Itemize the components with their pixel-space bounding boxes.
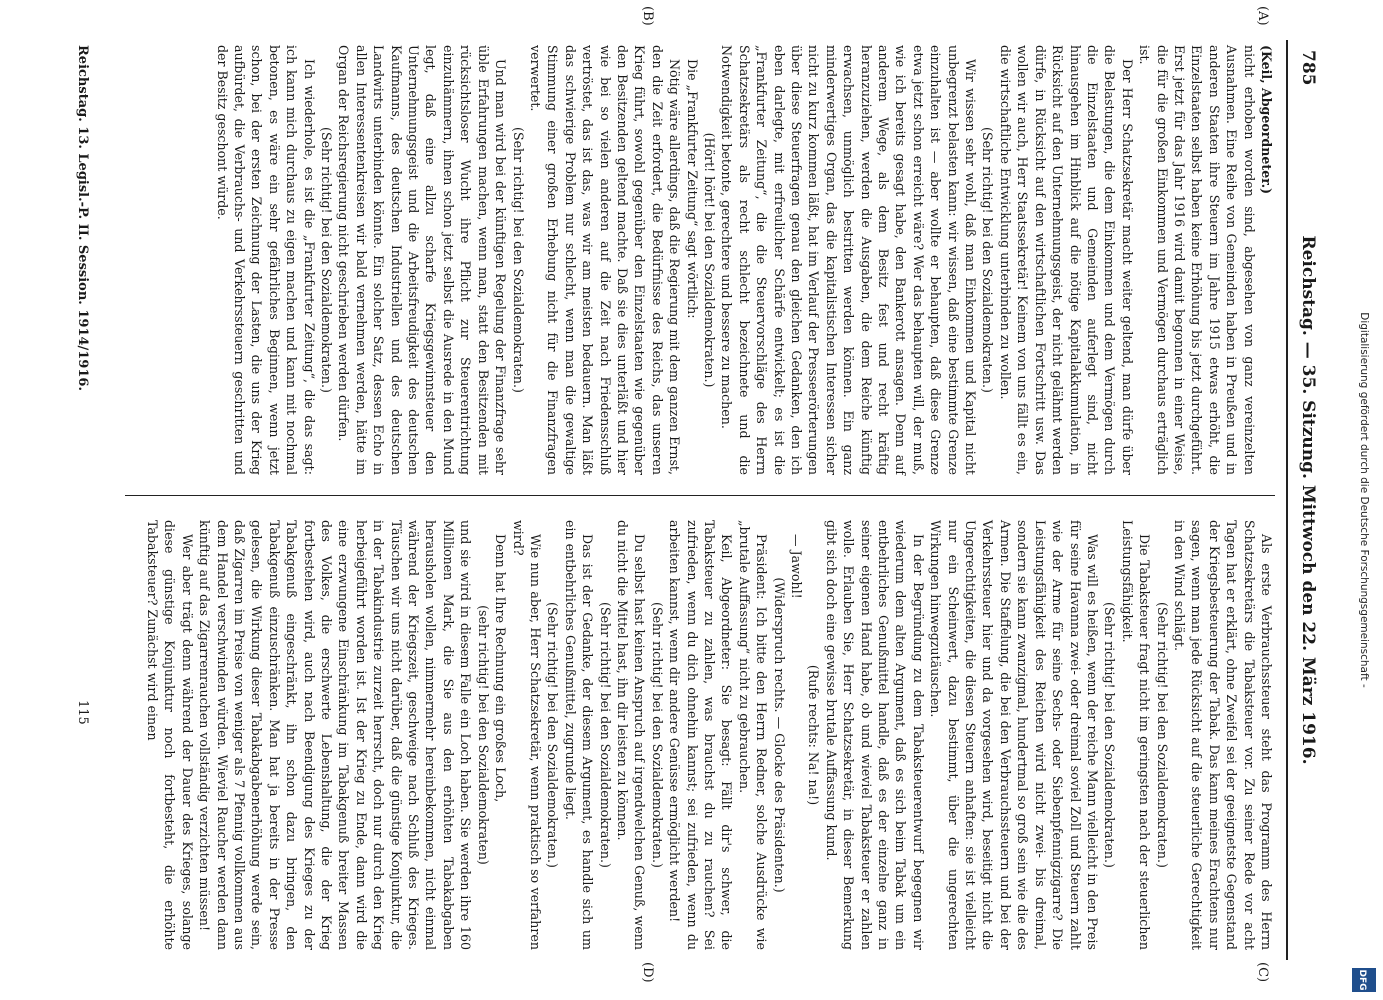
paragraph: — Jawohl! bbox=[789, 534, 805, 599]
right-text-column bbox=[144, 520, 1275, 950]
dfg-logo-text: DFG bbox=[1357, 969, 1367, 991]
paragraph: Die Tabaksteuer fragt nicht im geringsten nach der steuerlichen Leistungsfähigkeit. bbox=[1119, 520, 1153, 950]
speaker-paragraph: Keil, Abgeordneter: Sie besagt: Fällt dir's schwer, die Tabaksteuer zu zahlen, was brauchst du zu rauchen? Sei zufrieden, wenn du dich ohnehin kannst; sei zufrieden, wenn du arbeiten kannst, wenn dir andere Genüsse ermöglicht werden! bbox=[667, 520, 735, 950]
margin-marker-d: (D) bbox=[640, 962, 655, 983]
margin-marker-a: (A) bbox=[1255, 6, 1270, 26]
paragraph: Und man wird bei der künftigen Regelung der Finanzfrage sehr üble Erfahrungen machen, wenn man, statt den Besitzenden mit rücksichtsloser Wucht ihre Pflicht zur Steuerentrichtung einzuhämmern, ihnen schon jetzt selbst die Ausrede in den Mund legt, daß eine allzu scharfe Kriegsgewinnsteuer den Unternehmungsgeist und die Arbeitsfreudigkeit des deutschen Kaufmanns, des deutschen Industriellen und des deutschen Landwirts unterbinden könnte. Ein solcher Satz, dessen Echo in allen Interessentenkreisen wir bald vernehmen werden, hätte im Organ der Reichsregierung nicht geschrieben werden dürfen. bbox=[336, 45, 509, 475]
page-header bbox=[1290, 40, 1320, 960]
paragraph: nicht erhoben worden sind, abgesehen von ganz vereinzelten Ausnahmen. Eine Reihe von Gemeinden haben in Preußen und in anderen Staaten ihre Steuern im Jahre 1915 etwas erhöht, die Einzelstaaten selbst haben keine Erhöhung bis jetzt durchgeführt. Erst jetzt für das Jahr 1916 wird damit begonnen in einer Weise, die für die großen Einkommen und Vermögen durchaus erträglich ist. bbox=[1137, 45, 1257, 475]
paragraph: Als erste Verbrauchssteuer steht das Programm des Herrn Schatzsekretärs die Tabaksteuer vor. Zu seiner Rede vor acht Tagen hat er erklärt, ohne Zweifel sei der geeignetste Gegenstand der Kriegsbesteuerung der Tabak. Das kann meines Erachtens nur sagen, wenn man jede Rücksicht auf die steuerliche Gerechtigkeit in den Wind schlägt. bbox=[1171, 520, 1274, 950]
paragraph: Was will es heißen, wenn der reiche Mann vielleicht in den Preis für seine Havanna zwei- oder dreimal soviel Zoll und Steuern zahlt wie der Arme für seine Sechs- oder Siebenpfennigzigarre? Die Leistungsfähigkeit des Reichen wird nicht zwei- bis dreimal, sondern sie kann zwanzigmal, hundertmal so groß sein wie die des Armen. Die Staffelung, die bei den Verbrauchssteuern und bei der Verkehrssteuer hier und da vorgesehen wird, beseitigt nicht die Ungerechtigkeiten, die diesen Steuern anhaften: sie ist vielleicht nur ein Scheinwert, dazu bestimmt, über die ungerechten Wirkungen hinwegzutäuschen. bbox=[928, 520, 1100, 950]
stage-direction: (Sehr richtig! bei den Sozialdemokraten.) bbox=[649, 602, 665, 868]
stage-direction: (Sehr richtig! bei den Sozialdemokraten.) bbox=[1154, 602, 1170, 868]
column-divider bbox=[125, 495, 1275, 496]
credit-text: Digitalisierung gefördert durch die Deutsche Forschungsgemeinschaft - bbox=[1358, 312, 1370, 688]
footer-page-marker: 115 bbox=[75, 700, 90, 725]
president-remark: Präsident: Ich bitte den Herrn Redner, solche Ausdrücke wie „brutale Auffassung“ nicht zu gebrauchen. bbox=[736, 520, 770, 950]
digitization-credit bbox=[1345, 0, 1383, 1000]
page-number: 785 bbox=[1298, 50, 1318, 86]
paragraph: Wir wissen sehr wohl, daß man Einkommen und Kapital nicht unbegrenzt belasten kann: wir wissen, daß eine bestimmte Grenze einzuhalten ist — aber wollte er behaupten, daß diese Grenze etwa jetzt schon erreicht wäre? Wer das behaupten will, der muß, wie ich bereits gesagt habe, den Bankerott ansagen. Denn auf anderem Wege, als dem Besitz fest und recht kräftig heranzuziehen, werden die Ausgaben, die dem Reiche künftig erwachsen, unmöglich bestritten werden können. Ein ganz minderwertiges Organ, das die kapitalistischen Interessen sicher nicht zu kurz kommen läßt, hat im Verlauf der Presseerörterungen über diese Steuerfragen genau den gleichen Gedanken, den ich eben darlegte, mit erfreulicher Schärfe entwickelt; es ist die „Frankfurter Zeitung“, die die Steuervorschläge des Herrn Schatzsekretärs als recht schlecht bezeichnete und die Notwendigkeit betonte, gerechtere und bessere zu machen. bbox=[719, 45, 979, 475]
header-rule bbox=[1286, 40, 1288, 960]
paragraph: Die „Frankfurter Zeitung“ sagt wörtlich: bbox=[684, 59, 700, 319]
page-title: Reichstag. — 35. Sitzung. Mittwoch den 22. März 1916. bbox=[1298, 235, 1318, 765]
paragraph: Der Herr Schatzsekretär macht weiter geltend, man dürfe über die Belastungen, die dem Einkommen und dem Vermögen durch die Einzelstaaten und Gemeinden auferlegt sind, nicht hinausgehen im Hinblick auf die nötige Kapitalakkumulation, in Rücksicht auf den Unternehmungsgeist, der nicht gelähmt werden dürfe, in Rücksicht auf den wirtschaftlichen Fortschritt usw. Das wollen wir auch, Herr Staatssekretär! Keinem von uns fällt es ein, die wirtschaftliche Entwicklung unterbinden zu wollen. bbox=[997, 45, 1135, 475]
stage-direction: (Sehr richtig! bei den Sozialdemokraten.) bbox=[319, 127, 335, 393]
left-text-column bbox=[213, 45, 1275, 475]
stage-direction: (Sehr richtig! bei den Sozialdemokraten.) bbox=[597, 602, 613, 868]
paragraph: Du selbst hast keinen Anspruch auf irgendwelchen Genuß, wenn du nicht die Mittel hast, ihn dir leisten zu können. bbox=[614, 520, 648, 950]
paragraph: Wer aber trägt denn während der Dauer des Krieges, solange diese günstige Konjunktur noch fortbesteht, die erhöhte Tabaksteuer? Zunächst wird einen bbox=[145, 520, 195, 950]
footer-session-info: Reichstag. 13. Legisl.-P. II. Session. 1914/1916. bbox=[75, 45, 90, 391]
speaker-heading: (Keil, Abgeordneter.) bbox=[1259, 45, 1274, 195]
page-footer bbox=[75, 45, 90, 475]
stage-direction: (Hört! hört! bei den Sozialdemokraten.) bbox=[702, 132, 717, 388]
stage-direction: (Sehr richtig! bei den Sozialdemokraten.) bbox=[1102, 602, 1118, 868]
paragraph: Das ist der Gedanke, der diesem Argument, es handle sich um ein entbehrliches Genußmittel, zugrunde liegt. bbox=[562, 520, 596, 950]
quotation: Nötig wäre allerdings, daß die Regierung mit dem ganzen Ernst, den die Zeit erfordert, die Bedürfnisse des Reichs, das unseren Krieg führt, sowohl gegenüber den Einzelstaaten wie gegenüber den Besitzenden geltend machte. Daß sie dies unterläßt und hier wie bei so vielen anderen auf die Zeit nach Friedensschluß vertröstet, das ist das, was wir am meisten bedauern. Man läßt das schwierige Problem nur schlecht, wenn man die gewaltige Stimmung einer großen Erhebung nicht für die Finanzfragen verwertet. bbox=[527, 45, 683, 475]
stage-direction: (Sehr richtig! bei den Sozialdemokraten.) bbox=[980, 127, 996, 393]
stage-direction: (Rufe rechts: Na! na!) bbox=[806, 664, 822, 806]
paragraph: Wie nun aber, Herr Schatzsekretär, wenn praktisch so verfahren wird? bbox=[510, 520, 543, 950]
dfg-logo-icon bbox=[1352, 968, 1376, 992]
paragraph: In der Begründung zu dem Tabaksteuerentwurf begegnen wir wiederum dem alten Argument, daß es sich beim Tabak um ein entbehrliches Genußmittel handle, daß es der einzelne ganz in seiner eigenen Hand habe, ob und wieviel Tabaksteuer er zahlen wolle. Erlauben Sie, Herr Schatzsekretär, in dieser Bemerkung gibt sich doch eine gewisse brutale Auffassung kund. bbox=[823, 520, 926, 950]
stage-direction: (Sehr richtig! bei den Sozialdemokraten.) bbox=[510, 127, 526, 393]
margin-marker-c: (C) bbox=[1255, 962, 1270, 983]
stage-direction: (Widerspruch rechts. — Glocke des Präsidenten.) bbox=[771, 577, 787, 893]
paragraph: Ich wiederhole, es ist die „Frankfurter Zeitung“, die das sagt: ich kann mich durchaus zu eigen machen und kann mit nochmal betonen, es wäre ein sehr gefährliches Beginnen, wenn jetzt schon, bei der ersten Zeichnung der Lasten, die uns der Krieg aufbürdet, die Verbrauchs- und Verkehrssteuern geschritten und der Besitz geschont würde. bbox=[214, 45, 317, 475]
stage-direction: (sehr richtig! bei den Sozialdemokraten) bbox=[475, 605, 491, 865]
paragraph: und sie wird in diesem Falle ein Loch haben. Sie werden ihre 160 Millionen Mark, die Sie aus den erhöhten Tabakabgaben herausholen wollen, nimmermehr hereinbekommen, nicht einmal während der Kriegszeit, geschweige nach Schluß des Krieges. Täuschen wir uns nicht darüber, daß die günstige Konjunktur, die in der Tabakindustrie zurzeit herrscht, doch nur durch den Krieg herbeigeführt worden ist. Ist der Krieg zu Ende, dann wird die eine erzwungene Einschränkung im Tabakgenuß breiter Massen des Volkes, die erschwerte Lebenshaltung, die der Krieg fortbestehen wird, auch nach Beendigung des Krieges zu der Tabakgenuß eingeschränkt, ihn schon dazu bringen, den Tabakgenuß einzuschränken. Man hat ja bereits in der Presse gelesen, die Wirkung dieser Tabakabgabenerhöhung werde sein, daß Zigarren im Preise von weniger als 7 Pfennig vollkommen aus dem Handel verschwinden würden. Wieviel Raucher werden dann künftig auf das Zigarrenrauchen vollständig verzichten müssen! bbox=[197, 520, 474, 950]
margin-marker-b: (B) bbox=[640, 6, 655, 26]
paragraph: Denn hat Ihre Rechnung ein großes Loch, bbox=[493, 534, 509, 803]
stage-direction: (Sehr richtig! bei den Sozialdemokraten.) bbox=[545, 602, 561, 868]
